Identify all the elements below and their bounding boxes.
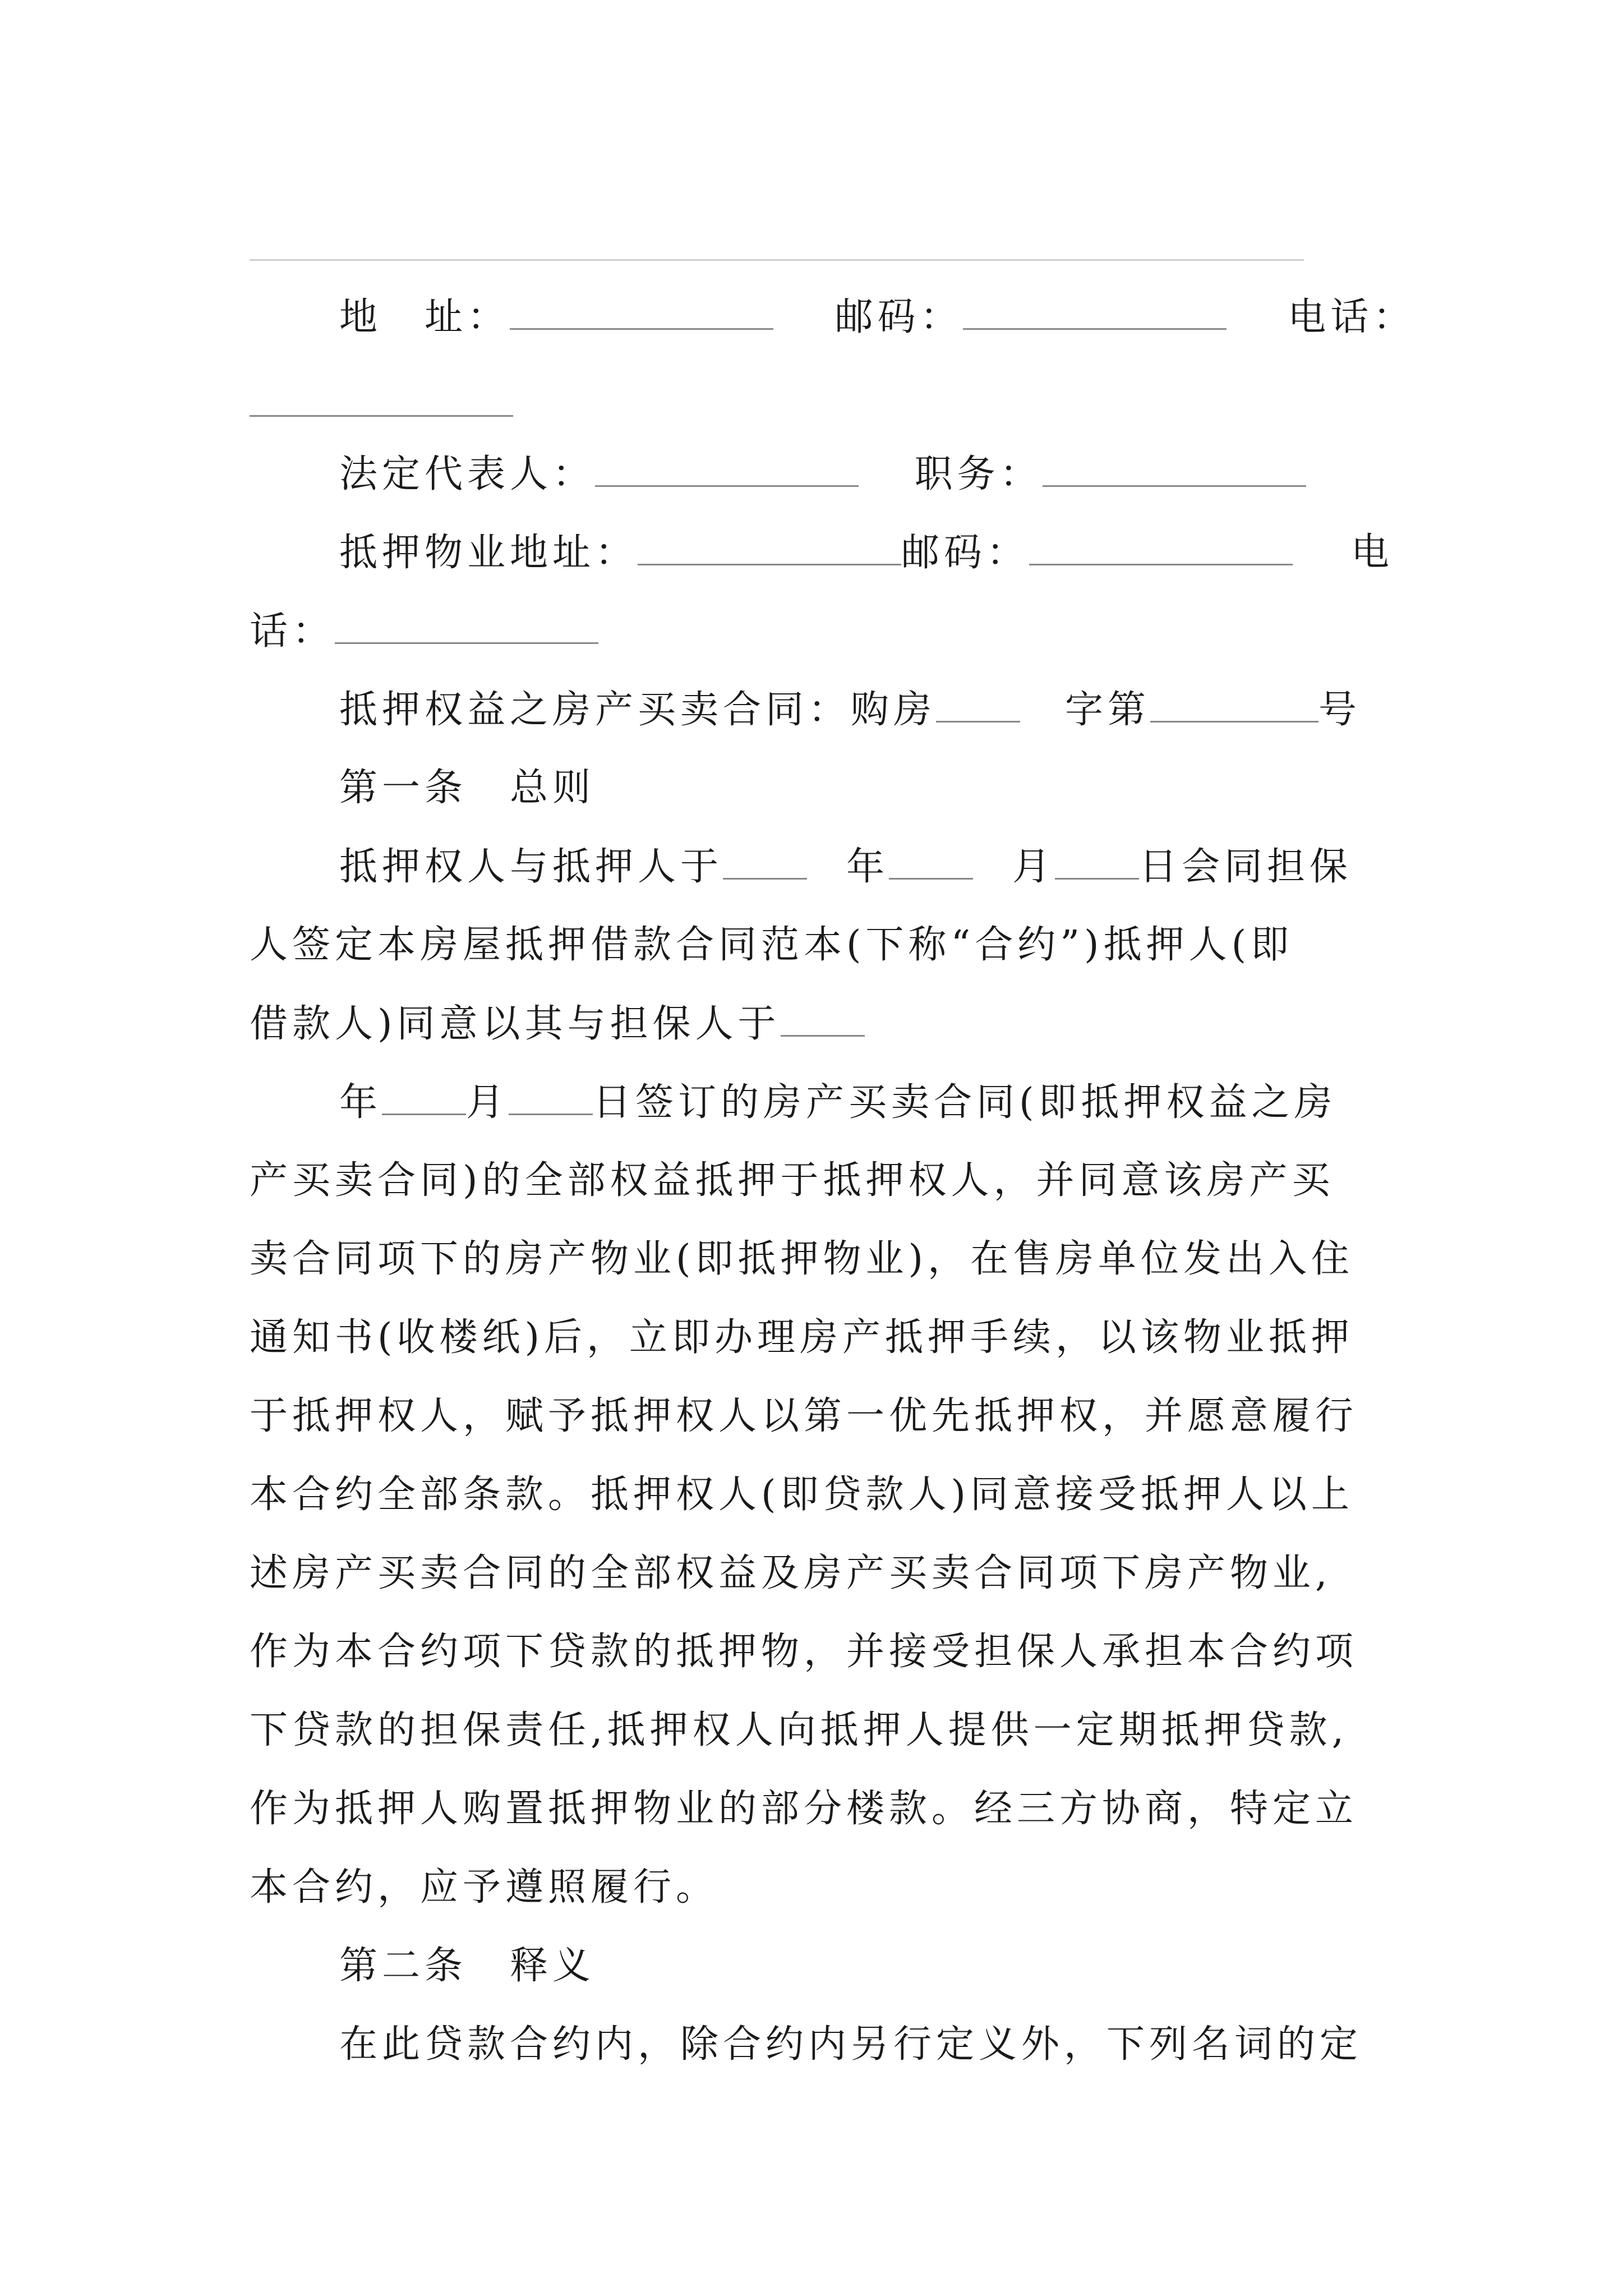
article1-line-6: 卖合同项下的房产物业(即抵押物业)，在售房单位发出入住 bbox=[250, 1237, 1354, 1281]
contract-ref-blank-2 bbox=[1150, 687, 1318, 723]
contract-ref-line bbox=[339, 687, 1483, 733]
article1-heading: 第一条 总则 bbox=[339, 766, 596, 810]
article1-line-9: 本合约全部条款。抵押权人(即贷款人)同意接受抵押人以上 bbox=[250, 1473, 1354, 1517]
property-address-line bbox=[339, 530, 1394, 576]
day-blank-1 bbox=[1055, 844, 1139, 880]
article1-line-7: 通知书(收楼纸)后，立即办理房产抵押手续，以该物业抵押 bbox=[250, 1315, 1354, 1360]
top-divider bbox=[250, 259, 1304, 261]
article1-line-3-text: 借款人)同意以其与担保人于 bbox=[250, 1002, 781, 1046]
article1-line-11: 作为本合约项下贷款的抵押物，并接受担保人承担本合约项 bbox=[250, 1630, 1358, 1674]
article1-line-4 bbox=[339, 1080, 1483, 1125]
month-blank-2 bbox=[382, 1080, 466, 1115]
article1-line-4-b: 月 bbox=[466, 1080, 509, 1125]
property-address-label: 抵押物业地址： bbox=[339, 531, 638, 575]
property-postcode-blank bbox=[1029, 530, 1293, 565]
contract-ref-middle: 字第 bbox=[1065, 688, 1151, 732]
article1-line-4-a: 年 bbox=[339, 1080, 382, 1125]
year-blank-1 bbox=[723, 844, 807, 880]
property-address-blank bbox=[638, 530, 901, 565]
contract-ref-blank-1 bbox=[936, 687, 1020, 723]
article1-line-1-b: 年 bbox=[846, 845, 889, 889]
phone-label: 电话： bbox=[1288, 295, 1416, 339]
property-phone-label-2: 话： bbox=[250, 609, 335, 654]
property-phone-line bbox=[250, 609, 1394, 654]
article1-line-8: 于抵押权人，赋予抵押权人以第一优先抵押权，并愿意履行 bbox=[250, 1394, 1358, 1438]
postcode-blank bbox=[963, 295, 1227, 330]
article1-line-1 bbox=[339, 844, 1394, 890]
article1-line-1-d: 日会同担保 bbox=[1139, 845, 1353, 889]
property-phone-label-1: 电 bbox=[1350, 530, 1394, 574]
legal-rep-label: 法定代表人： bbox=[339, 452, 596, 496]
postcode-label: 邮码： bbox=[834, 295, 963, 339]
article1-line-10: 述房产买卖合同的全部权益及房产买卖合同项下房产物业, bbox=[250, 1551, 1332, 1595]
article1-line-5: 产买卖合同)的全部权益抵押于抵押权人，并同意该房产买 bbox=[250, 1158, 1335, 1203]
contract-ref-suffix: 号 bbox=[1318, 688, 1362, 732]
address-line bbox=[339, 295, 1416, 340]
property-phone-blank bbox=[335, 609, 598, 644]
phone-blank bbox=[250, 415, 513, 417]
position-label: 职务： bbox=[914, 452, 1043, 496]
address-blank bbox=[510, 295, 773, 330]
contract-ref-prefix: 抵押权益之房产买卖合同：购房 bbox=[339, 688, 937, 732]
article1-line-1-c: 月 bbox=[1012, 845, 1055, 889]
address-label: 地 址： bbox=[339, 295, 510, 339]
article1-line-4-c: 日签订的房产买卖合同(即抵押权益之房 bbox=[593, 1080, 1337, 1125]
article1-line-14: 本合约，应予遵照履行。 bbox=[250, 1865, 719, 1910]
month-blank-1 bbox=[889, 844, 973, 880]
day-blank-2 bbox=[509, 1080, 593, 1115]
legal-rep-blank bbox=[595, 452, 859, 487]
article1-line-2: 人签定本房屋抵押借款合同范本(下称“合约”)抵押人(即 bbox=[250, 923, 1294, 967]
article2-heading: 第二条 释义 bbox=[339, 1944, 596, 1988]
property-postcode-label: 邮码： bbox=[901, 531, 1030, 575]
position-blank bbox=[1043, 452, 1306, 487]
article1-line-13: 作为抵押人购置抵押物业的部分楼款。经三方协商，特定立 bbox=[250, 1787, 1358, 1831]
article1-line-12: 下贷款的担保责任,抵押权人向抵押人提供一定期抵押贷款, bbox=[250, 1708, 1349, 1752]
legal-rep-line bbox=[339, 452, 1483, 497]
article1-line-1-a: 抵押权人与抵押人于 bbox=[339, 845, 723, 889]
article2-line-1: 在此贷款合约内，除合约内另行定义外，下列名词的定 bbox=[339, 2022, 1363, 2067]
year-blank-2 bbox=[781, 1001, 865, 1037]
article1-line-3 bbox=[250, 1001, 1394, 1047]
